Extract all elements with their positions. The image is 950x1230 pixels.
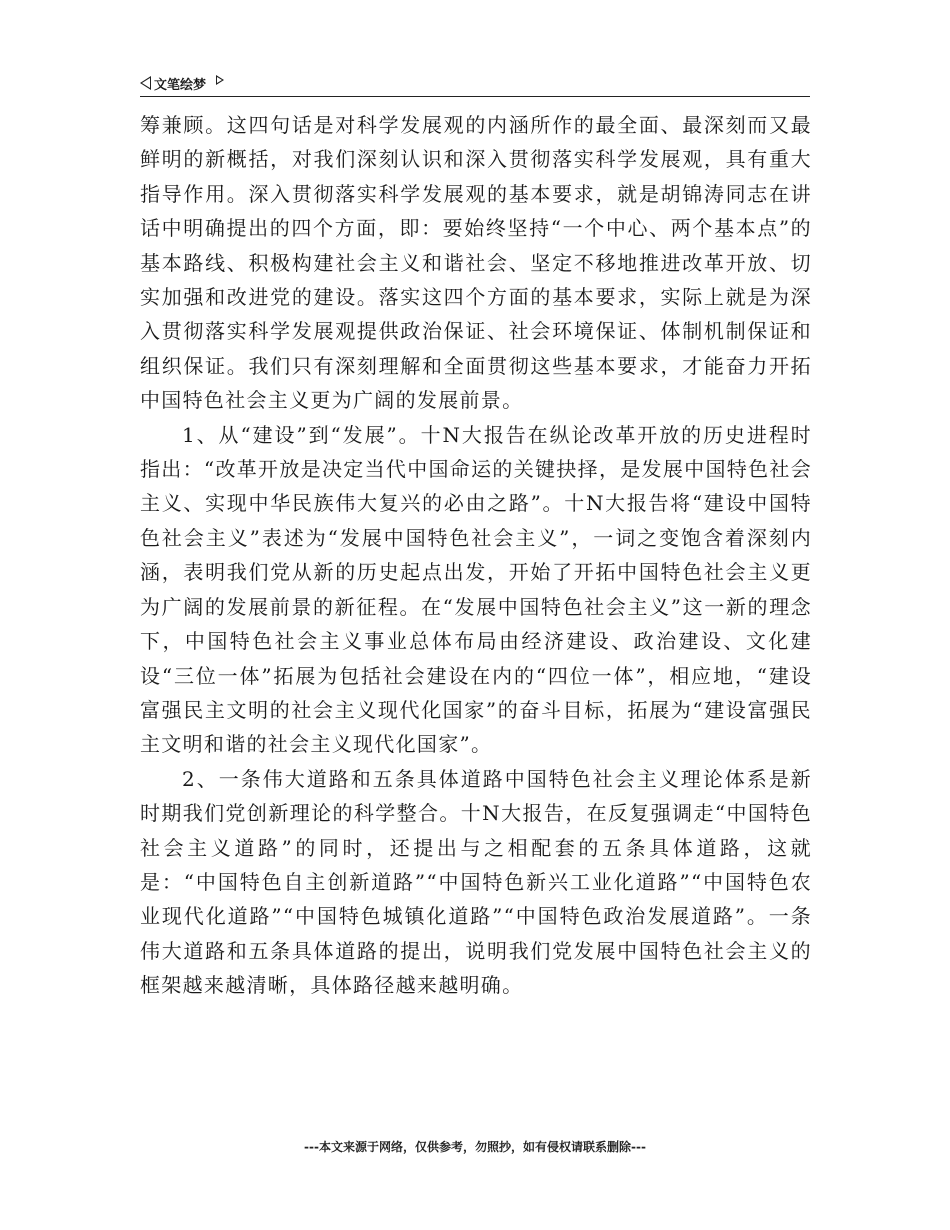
triangle-left-icon xyxy=(140,76,151,90)
paragraph-section-2: 2、一条伟大道路和五条具体道路中国特色社会主义理论体系是新时期我们党创新理论的科学整合。十N大报告，在反复强调走“中国特色社会主义道路”的同时，还提出与之相配套的五条具体道路，这就是：“中国特色自主创新道路”“中国特色新兴工业化道路”“中国特色农业现代化道路”“中国特色城镇化道路”“中国特色政治发展道路”。一条伟大道路和五条具体道路的提出，说明我们党发展中国特色社会主义的框架越来越清晰，具体路径越来越明确。 xyxy=(140,766,812,998)
page-header xyxy=(140,70,810,97)
header-title: 文笔绘梦 xyxy=(154,77,207,93)
footer-disclaimer: ---本文来源于网络，仅供参考，勿照抄，如有侵权请联系删除--- xyxy=(304,1140,646,1154)
document-body xyxy=(140,108,812,1003)
triangle-right-icon xyxy=(216,75,224,85)
paragraph-continuation: 筹兼顾。这四句话是对科学发展观的内涵所作的最全面、最深刻而又最鲜明的新概括，对我们深刻认识和深入贯彻落实科学发展观，具有重大指导作用。深入贯彻落实科学发展观的基本要求，就是胡锦涛同志在讲话中明确提出的四个方面，即：要始终坚持“一个中心、两个基本点”的基本路线、积极构建社会主义和谐社会、坚定不移地推进改革开放、切实加强和改进党的建设。落实这四个方面的基本要求，实际上就是为深入贯彻落实科学发展观提供政治保证、社会环境保证、体制机制保证和组织保证。我们只有深刻理解和全面贯彻这些基本要求，才能奋力开拓中国特色社会主义更为广阔的发展前景。 xyxy=(140,113,812,413)
paragraph-section-1: 1、从“建设”到“发展”。十N大报告在纵论改革开放的历史进程时指出：“改革开放是决定当代中国命运的关键抉择，是发展中国特色社会主义、实现中华民族伟大复兴的必由之路”。十N大报告将“建设中国特色社会主义”表述为“发展中国特色社会主义”，一词之变饱含着深刻内涵，表明我们党从新的历史起点出发，开始了开拓中国特色社会主义更为广阔的发展前景的新征程。在“发展中国特色社会主义”这一新的理念下，中国特色社会主义事业总体布局由经济建设、政治建设、文化建设“三位一体”拓展为包括社会建设在内的“四位一体”，相应地，“建设富强民主文明的社会主义现代化国家”的奋斗目标，拓展为“建设富强民主文明和谐的社会主义现代化国家”。 xyxy=(140,422,812,757)
